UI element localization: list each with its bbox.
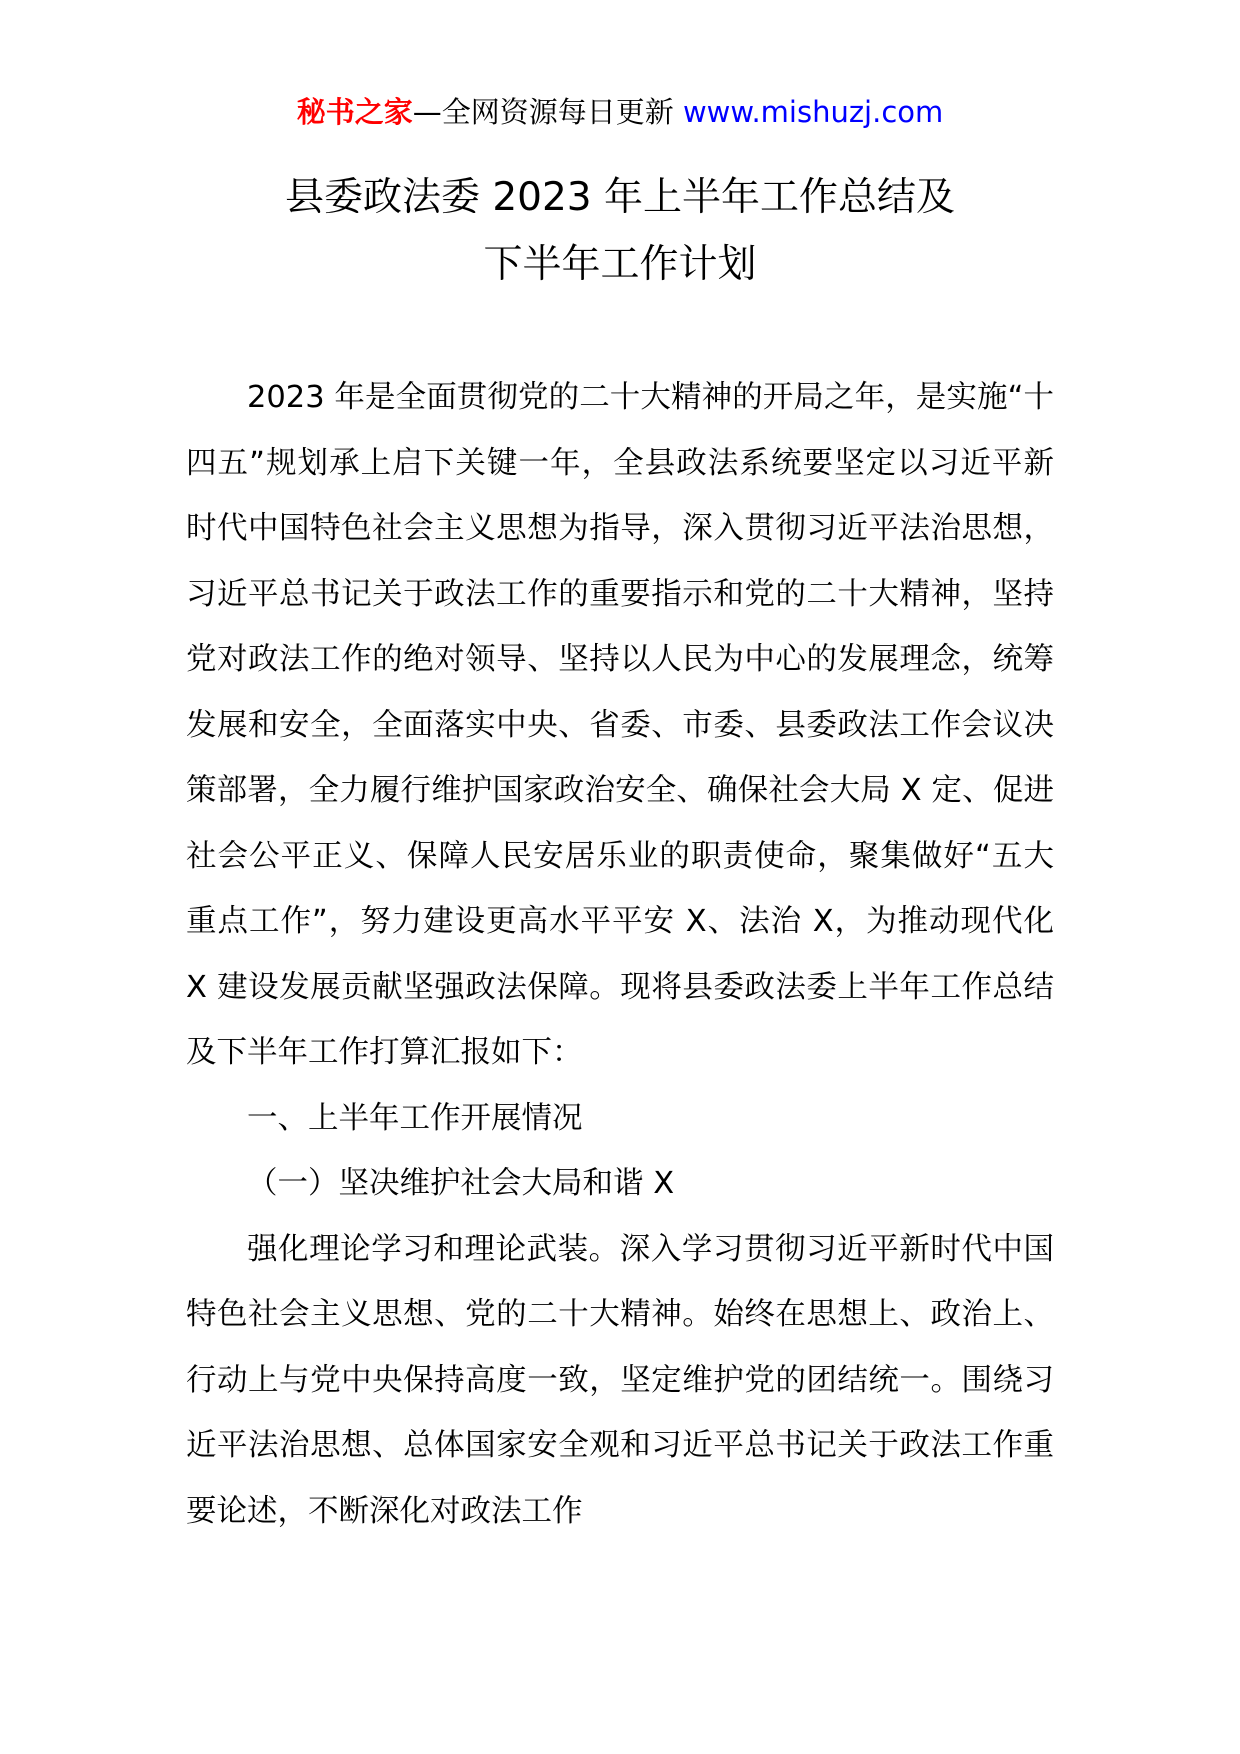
subsection-heading: （一）坚决维护社会大局和谐 X [247, 1166, 675, 1201]
section-heading: 一、上半年工作开展情况 [247, 1100, 583, 1136]
brand-name: 秘书之家 [296, 95, 413, 129]
site-url[interactable]: www.mishuzj.com [682, 95, 944, 129]
document-body [186, 365, 1054, 1544]
body-paragraph: 强化理论学习和理论武装。深入学习贯彻习近平新时代中国特色社会主义思想、党的二十大精神。始终在思想上、政治上、行动上与党中央保持高度一致，坚定维护党的团结统一。围绕习近平法治思想、总体国家安全观和习近平总书记关于政法工作重要论述，不断深化对政法工作 [186, 1231, 1054, 1529]
document-title-line-2: 下半年工作计划 [483, 242, 757, 287]
intro-paragraph: 2023 年是全面贯彻党的二十大精神的开局之年，是实施“十四五”规划承上启下关键一年，全县政法系统要坚定以习近平新时代中国特色社会主义思想为指导，深入贯彻习近平法治思想，习近平总书记关于政法工作的重要指示和党的二十大精神，坚持党对政法工作的绝对领导、坚持以人民为中心的发展理念，统筹发展和安全，全面落实中央、省委、市委、县委政法工作会议决策部署，全力履行维护国家政治安全、确保社会大局 X 定、促进社会公平正义、保障人民安居乐业的职责使命，聚集做好“五大重点工作”，努力建设更高水平平安 X、法治 X，为推动现代化 X 建设发展贡献坚强政法保障。现将县委政法委上半年工作总结及下半年工作打算汇报如下： [186, 380, 1054, 1070]
document-title-line-1: 县委政法委 2023 年上半年工作总结及 [284, 175, 956, 220]
header-tagline: —全网资源每日更新 [412, 95, 674, 129]
site-header [0, 92, 1240, 132]
